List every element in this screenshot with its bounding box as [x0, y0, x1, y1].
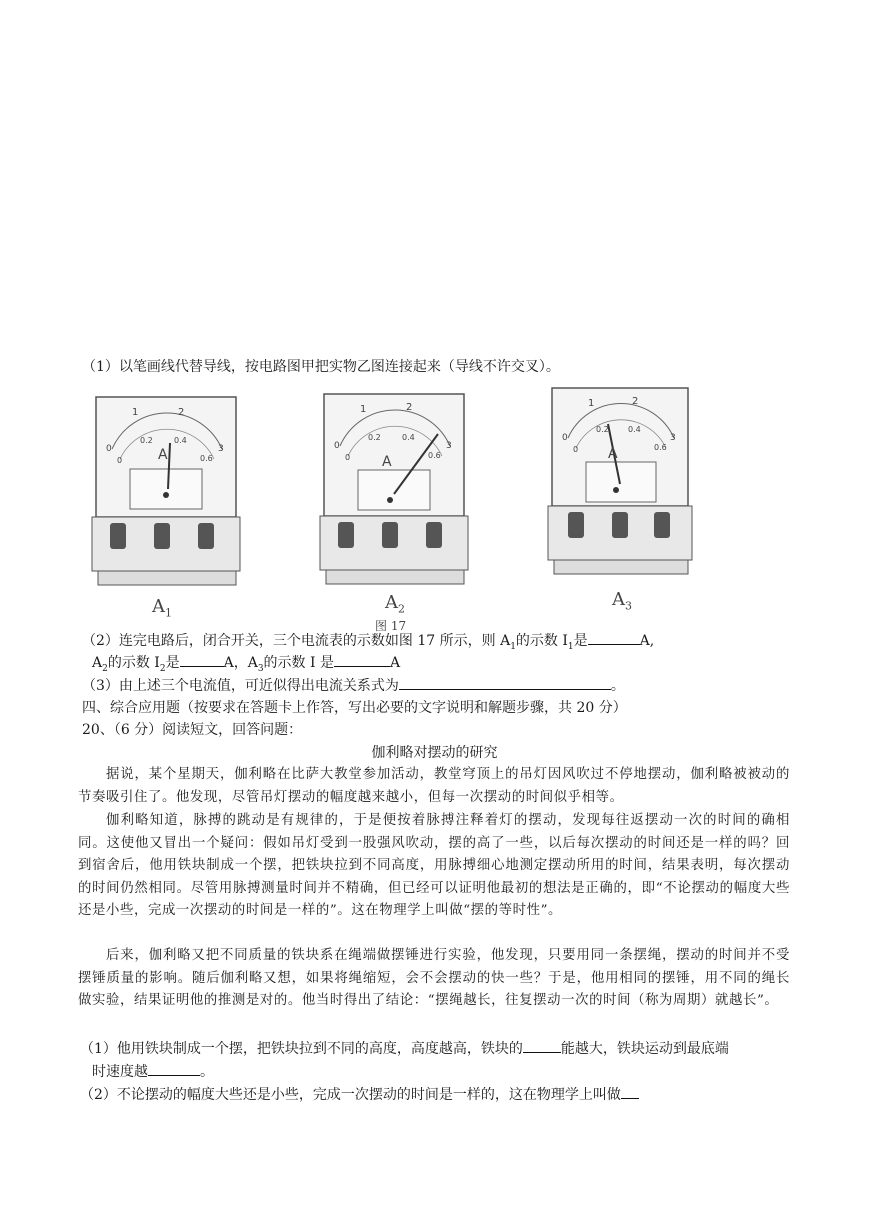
scale-bottom-04: 0.4	[628, 425, 641, 434]
scale-top-start: 0	[106, 444, 112, 454]
ammeter-a2-figure	[318, 390, 478, 590]
meter-letter: A	[382, 454, 392, 470]
article-paragraph-3: 后来，伽利略又把不同质量的铁块系在绳端做摆锤进行实验，他发现，只要用同一条摆绳，摆动的时间并不受摆锤质量的影响。随后伽利略又想，如果将绳缩短，会不会摆动的快一些？于是，他用相同的摆锤，用不同的绳长做实验，结果证明他的推测是对的。他当时得出了结论：“摆绳越长，往复摆动一次的时间（称为周期）就越长”。	[78, 948, 790, 1008]
caption-a1: $A_1$	[152, 596, 172, 620]
blank-i1[interactable]	[588, 630, 640, 645]
scale-bottom-04: 0.4	[402, 433, 415, 442]
question-20: 20、（6 分）阅读短文，回答问题：	[82, 722, 303, 738]
scale-bottom-02: 0.2	[140, 436, 153, 445]
blank-relation[interactable]	[399, 675, 611, 690]
sub-question-1: （1）他用铁块制成一个摆，把铁块拉到不同的高度，高度越高，铁块的 能越大，铁块运动到最底端	[80, 1038, 729, 1059]
figure-caption: 图 17	[375, 619, 407, 633]
scale-top-2: 2	[632, 396, 639, 407]
sub-question-1-cont: 时速度越 。	[92, 1061, 214, 1082]
scale-bottom-06: 0.6	[654, 443, 667, 452]
scale-top-end: 3	[446, 441, 452, 451]
scale-bottom-0: 0	[573, 445, 579, 454]
scale-top-1: 1	[588, 398, 595, 409]
blank-speed[interactable]	[148, 1061, 200, 1076]
scale-top-1: 1	[132, 407, 139, 418]
scale-top-2: 2	[178, 407, 185, 418]
q1-instruction: （1）以笔画线代替导线，按电路图甲把实物乙图连接起来（导线不许交叉）。	[82, 359, 560, 375]
scale-bottom-02: 0.2	[368, 433, 381, 442]
meter-letter: A	[158, 447, 168, 463]
article-title: 伽利略对摆动的研究	[371, 745, 498, 761]
meter-letter: A	[608, 446, 618, 462]
blank-i3[interactable]	[334, 652, 390, 667]
scale-bottom-06: 0.6	[200, 454, 213, 463]
sub-question-2: （2）不论摆动的幅度大些还是小些，完成一次摆动的时间是一样的，这在物理学上叫做	[80, 1084, 639, 1105]
scale-top-2: 2	[406, 402, 413, 413]
scale-bottom-0: 0	[117, 456, 123, 465]
scale-top-1: 1	[360, 404, 367, 415]
scale-top-end: 3	[218, 444, 224, 454]
q2-line2: $A_2$的示数 $I_2$是 A，$A_3$的示数 I 是 A	[92, 652, 400, 679]
ammeter-a3-figure	[546, 384, 706, 584]
scale-bottom-04: 0.4	[174, 436, 187, 445]
q2-line1: （2）连完电路后，闭合开关，三个电流表的示数如图 17 所示，则 $A_1$的示数 $I_1$是 A,	[82, 630, 654, 657]
article-paragraph-1: 据说，某个星期天，伽利略在比萨大教堂参加活动，教堂穹顶上的吊灯因风吹过不停地摆动，伽利略被被动的节奏吸引住了。他发现，尽管吊灯摆动的幅度越来越小，但每一次摆动的时间似乎相等。	[78, 767, 790, 805]
caption-a2: $A_2$	[385, 592, 405, 616]
blank-i2[interactable]	[180, 652, 224, 667]
scale-bottom-0: 0	[345, 453, 351, 462]
q3-line: （3）由上述三个电流值，可近似得出电流关系式为 。	[82, 675, 625, 696]
scale-top-start: 0	[334, 441, 340, 451]
caption-a3: $A_3$	[612, 589, 632, 613]
scale-top-start: 0	[562, 433, 568, 443]
article-paragraph-2: 伽利略知道，脉搏的跳动是有规律的，于是便按着脉搏注释着灯的摆动，发现每往返摆动一次的时间的确相同。这使他又冒出一个疑问：假如吊灯受到一股强风吹动，摆的高了一些，以后每次摆动的时间还是一样的吗？回到宿舍后，他用铁块制成一个摆，把铁块拉到不同高度，用脉搏细心地测定摆动所用的时间，结果表明，每次摆动的时间仍然相同。尽管用脉搏测量时间并不精确，但已经可以证明他最初的想法是正确的，即“不论摆动的幅度大些还是小些，完成一次摆动的时间是一样的”。这在物理学上叫做“摆的等时性”。	[78, 813, 790, 918]
scale-bottom-02: 0.2	[596, 425, 609, 434]
scale-bottom-06: 0.6	[428, 451, 441, 460]
blank-energy[interactable]	[523, 1038, 561, 1053]
blank-isochronism[interactable]	[621, 1084, 639, 1099]
scale-top-end: 3	[670, 433, 676, 443]
section-4-heading: 四、综合应用题（按要求在答题卡上作答，写出必要的文字说明和解题步骤，共 20 分）	[82, 700, 627, 716]
ammeter-a1-figure	[90, 393, 250, 593]
